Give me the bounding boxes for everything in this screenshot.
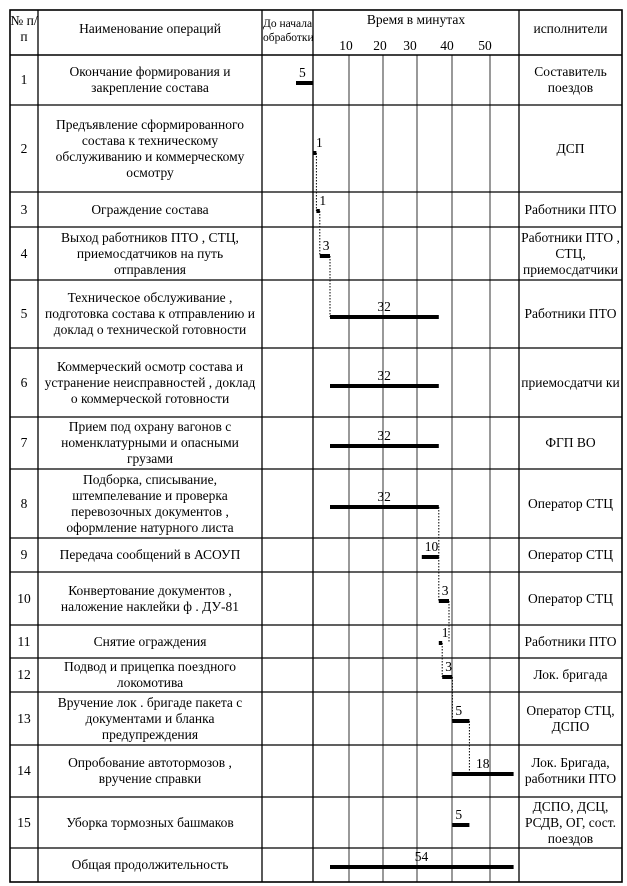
header-operation: Наименование операций xyxy=(79,21,221,36)
row-number: 12 xyxy=(17,667,31,682)
bar-duration-label: 3 xyxy=(445,659,452,674)
operation-bar xyxy=(439,641,442,645)
operation-bar xyxy=(439,599,449,603)
bar-duration-label: 3 xyxy=(441,583,449,598)
operation-bar xyxy=(330,384,439,388)
row-number: 14 xyxy=(17,763,31,778)
row-number: 2 xyxy=(20,140,28,156)
executor: ФГП ВО xyxy=(545,435,596,450)
minute-tick-label: 10 xyxy=(339,38,353,53)
bar-duration-label: 5 xyxy=(455,807,463,822)
operation-bar xyxy=(422,555,439,559)
executor: Работники ПТО , СТЦ, приемосдатчики xyxy=(521,229,620,277)
bar-duration-label: 1 xyxy=(441,625,449,640)
row-number: 15 xyxy=(17,814,31,830)
row-number: 13 xyxy=(17,710,31,726)
minute-tick-label: 30 xyxy=(403,38,417,53)
executor: Оператор СТЦ xyxy=(528,590,613,606)
bar-duration-label: 5 xyxy=(455,703,463,718)
operation-bar xyxy=(330,315,439,319)
operation-bar xyxy=(452,719,469,723)
operation-bar xyxy=(313,151,316,155)
header-before-start: До начала обработки xyxy=(263,18,314,44)
executor: Лок. Бригада, работники ПТО xyxy=(524,755,617,786)
executor: Оператор СТЦ xyxy=(528,547,613,562)
operation-bar xyxy=(452,772,513,776)
row-number: 10 xyxy=(17,590,31,606)
row-number: 1 xyxy=(20,72,28,87)
operation-name: Выход работников ПТО , СТЦ, приемосдатчиков на путь отправления xyxy=(61,229,239,277)
bar-duration-label: 1 xyxy=(319,193,327,208)
operation-name: Окончание формирования и закрепление состава xyxy=(69,64,231,95)
operation-name: Уборка тормозных башмаков xyxy=(66,814,234,830)
operation-name: Вручение лок . бригаде пакета с документами и бланка предупреждения xyxy=(57,694,243,742)
operation-bar xyxy=(330,444,439,448)
operation-bar xyxy=(320,254,330,258)
row-number: 4 xyxy=(20,245,28,261)
bar-duration-label: 32 xyxy=(377,299,391,314)
total-duration-bar xyxy=(330,865,514,869)
operation-name: Подборка, списывание, штемпелевание и проверка перевозочных документов , оформление натурного листа xyxy=(66,471,234,535)
operation-name: Конвертование документов , наложение наклейки ф . ДУ-81 xyxy=(60,582,240,614)
executor: ДСП xyxy=(556,140,585,156)
row-number: 5 xyxy=(20,306,28,321)
header-executors: исполнители xyxy=(533,21,608,36)
minute-tick-label: 20 xyxy=(373,38,387,53)
operation-bar xyxy=(442,675,452,679)
executor: ДСПО, ДСЦ, РСДВ, ОГ, сост. поездов xyxy=(524,798,617,846)
operation-bar xyxy=(330,505,439,509)
operation-name: Прием под охрану вагонов с номенклатурными и опасными грузами xyxy=(61,419,239,466)
executor: Составитель поездов xyxy=(534,64,607,95)
row-number: 9 xyxy=(20,547,28,562)
operation-name: Передача сообщений в АСОУП xyxy=(59,547,241,562)
executor: Лок. бригада xyxy=(533,667,608,682)
executor: приемосдатчи ки xyxy=(521,374,620,390)
header-num: № п/п xyxy=(10,13,38,44)
row-number: 7 xyxy=(20,435,28,450)
row-number: 11 xyxy=(17,633,31,649)
operation-name: Коммерческий осмотр состава и устранение неисправностей , доклад о коммерческой готовности xyxy=(44,358,256,406)
executor: Работники ПТО xyxy=(524,306,617,321)
row-number: 6 xyxy=(20,374,28,390)
operation-name: Предъявление сформированного состава к техническому обслуживанию и коммерческому осмотру xyxy=(55,116,245,180)
minute-tick-label: 50 xyxy=(478,38,492,53)
row-number: 8 xyxy=(20,495,28,511)
bar-duration-label: 3 xyxy=(322,238,330,253)
operation-name: Ограждение состава xyxy=(91,201,209,217)
bar-duration-label: 1 xyxy=(316,135,323,150)
operation-bar xyxy=(316,209,319,213)
header-time-minutes: Время в минутах xyxy=(366,12,466,27)
executor: Работники ПТО xyxy=(524,201,617,217)
bar-duration-label: 18 xyxy=(476,756,490,771)
operation-name: Снятие ограждения xyxy=(93,633,207,649)
operation-bar xyxy=(296,81,313,85)
operation-name: Опробование автотормозов , вручение справки xyxy=(68,755,232,786)
executor: Работники ПТО xyxy=(524,633,617,649)
total-duration-label: Общая продолжительность xyxy=(71,857,229,872)
bar-duration-label: 32 xyxy=(377,368,391,383)
bar-duration-label: 5 xyxy=(299,65,306,80)
bar-duration-label: 32 xyxy=(377,428,391,443)
minute-tick-label: 40 xyxy=(440,38,454,53)
operation-bar xyxy=(452,823,469,827)
row-number: 3 xyxy=(20,201,28,217)
operation-name: Подвод и прицепка поездного локомотива xyxy=(63,659,236,690)
bar-duration-label: 10 xyxy=(424,539,439,554)
bar-duration-label: 54 xyxy=(414,849,429,864)
bar-duration-label: 32 xyxy=(377,489,391,504)
executor: Оператор СТЦ, ДСПО xyxy=(526,702,615,734)
executor: Оператор СТЦ xyxy=(528,495,613,511)
operation-name: Техническое обслуживание , подготовка состава к отправлению и доклад о технической готовности xyxy=(45,290,255,337)
